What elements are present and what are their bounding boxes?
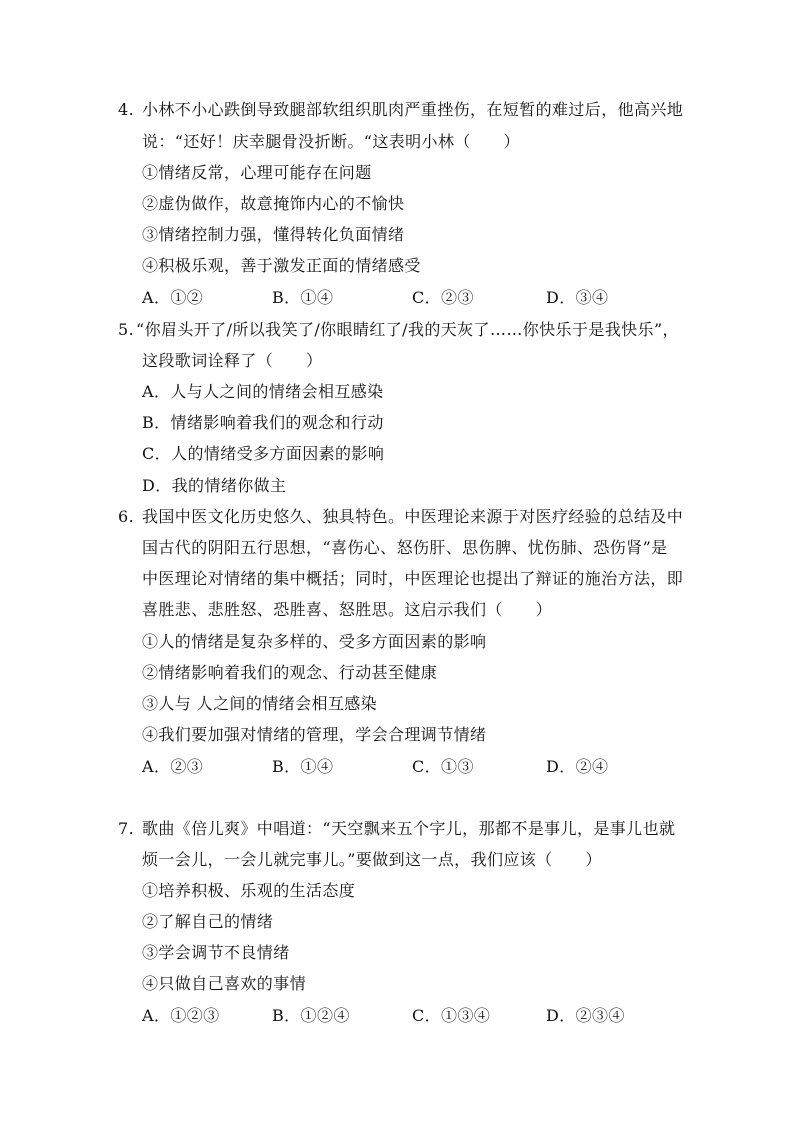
statement-item: ①培养积极、乐观的生活态度 xyxy=(142,881,356,900)
question-number: 4. xyxy=(118,100,135,119)
statement-item: ②了解自己的情绪 xyxy=(142,912,274,931)
question-number: 7. xyxy=(118,819,135,838)
question-stem-line: 烦一会儿，一会儿就完事儿。”要做到这一点，我们应该（ ） xyxy=(142,850,602,869)
question-stem-line: “你眉头开了/所以我笑了/你眼睛红了/我的天灰了……你快乐于是我快乐”， xyxy=(136,320,679,339)
statement-item: ④积极乐观，善于激发正面的情绪感受 xyxy=(142,256,421,275)
question-number: 5. xyxy=(118,320,135,339)
statement-item: ①人的情绪是复杂多样的、受多方面因素的影响 xyxy=(142,632,487,651)
choice-d[interactable]: D．我的情绪你做主 xyxy=(142,476,287,495)
choice-b[interactable]: B．①④ xyxy=(272,757,334,776)
question-stem-line: 这段歌词诠释了（ ） xyxy=(142,351,323,370)
question-stem-line: 喜胜悲、悲胜怒、恐胜喜、怒胜思。这启示我们（ ） xyxy=(142,600,553,619)
statement-item: ②虚伪做作，故意掩饰内心的不愉快 xyxy=(142,194,405,213)
choice-c[interactable]: C．①③④ xyxy=(412,1006,491,1025)
choice-a[interactable]: A．人与人之间的情绪会相互感染 xyxy=(142,382,384,401)
choice-c[interactable]: C．①③ xyxy=(412,757,474,776)
choice-a[interactable]: A．①② xyxy=(142,288,204,307)
statement-item: ②情绪影响着我们的观念、行动甚至健康 xyxy=(142,663,438,682)
statement-item: ①情绪反常，心理可能存在问题 xyxy=(142,163,372,182)
question-stem-line: 国古代的阴阳五行思想，“喜伤心、怒伤肝、思伤脾、忧伤肺、恐伤肾”是 xyxy=(142,538,668,557)
choice-c[interactable]: C．人的情绪受多方面因素的影响 xyxy=(142,444,385,463)
question-stem-line: 说：“还好！庆幸腿骨没折断。“这表明小林（ ） xyxy=(142,132,520,151)
question-stem-line: 小林不小心跌倒导致腿部软组织肌肉严重挫伤，在短暂的难过后，他高兴地 xyxy=(142,100,684,119)
choice-d[interactable]: D．②④ xyxy=(546,757,609,776)
question-stem-line: 歌曲《倍儿爽》中唱道：“天空飘来五个字儿，那都不是事儿，是事儿也就 xyxy=(142,819,676,838)
question-stem-line: 中医理论对情绪的集中概括；同时，中医理论也提出了辩证的施治方法，即 xyxy=(142,569,684,588)
question-stem-line: 我国中医文化历史悠久、独具特色。中医理论来源于对医疗经验的总结及中 xyxy=(142,507,684,526)
choice-b[interactable]: B．情绪影响着我们的观念和行动 xyxy=(142,413,384,432)
choice-b[interactable]: B．①④ xyxy=(272,288,334,307)
choice-b[interactable]: B．①②④ xyxy=(272,1006,350,1025)
statement-item: ③人与 人之间的情绪会相互感染 xyxy=(142,694,378,713)
choice-c[interactable]: C．②③ xyxy=(412,288,474,307)
statement-item: ④我们要加强对情绪的管理，学会合理调节情绪 xyxy=(142,725,487,744)
statement-item: ④只做自己喜欢的事情 xyxy=(142,974,307,993)
question-number: 6. xyxy=(118,507,135,526)
statement-item: ③学会调节不良情绪 xyxy=(142,943,290,962)
choice-a[interactable]: A．②③ xyxy=(142,757,204,776)
choice-d[interactable]: D．③④ xyxy=(546,288,609,307)
choice-d[interactable]: D．②③④ xyxy=(546,1006,625,1025)
choice-a[interactable]: A．①②③ xyxy=(142,1006,220,1025)
statement-item: ③情绪控制力强，懂得转化负面情绪 xyxy=(142,225,405,244)
